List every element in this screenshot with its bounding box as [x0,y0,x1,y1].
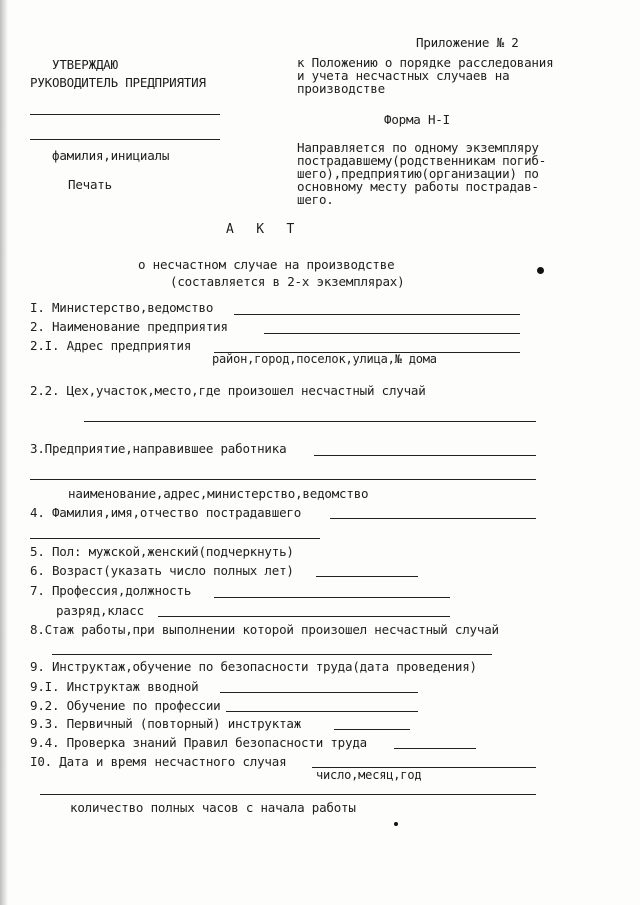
ink-speck [394,822,398,826]
field-profession-line [214,597,450,598]
regulation-line-2: и учета несчастных случаев на [297,68,510,83]
field-address-hint: район,город,поселок,улица,№ дома [212,352,437,366]
note-line-1: Направляется по одному экземпляру [297,140,539,155]
field-workplace: 2.2. Цех,участок,место,где произошел несчастный случай [30,383,426,398]
field-job-training-line [226,711,418,712]
appendix-label: Приложение № 2 [416,35,519,50]
field-hours-line [40,794,536,795]
field-training: 9. Инструктаж,обучение по безопасности труда(дата проведения) [30,659,477,674]
scan-shadow [0,0,8,905]
name-caption: фамилия,инициалы [52,148,170,163]
act-title: А К Т [226,222,295,237]
field-sending-enterprise-line-1 [314,455,536,456]
field-ministry: I. Министерство,ведомство [30,300,214,315]
field-knowledge-check: 9.4. Проверка знаний Правил безопасности труда [30,735,367,750]
field-full-name-line-2 [30,538,320,539]
regulation-line-3: производстве [297,81,385,96]
name-line [30,139,220,140]
act-subtitle: о несчастном случае на производстве [138,257,395,272]
field-sending-enterprise-line-2 [30,479,536,480]
field-address: 2.I. Адрес предприятия [30,338,192,353]
note-line-2: пострадавшему(родственникам погиб- [297,153,547,168]
regulation-line-1: к Положению о порядке расследования [297,55,554,70]
note-line-5: шего. [297,192,334,207]
note-line-4: основному месту работы пострадав- [297,179,539,194]
form-name: Форма Н-I [384,112,450,127]
ink-spot [537,267,544,274]
stamp-label: Печать [68,177,112,192]
field-full-name-line-1 [330,518,536,519]
field-enterprise-line [264,333,520,334]
note-line-3: шего),предприятию(организации) по [297,166,539,181]
field-experience: 8.Стаж работы,при выполнении которой произошел несчастный случай [30,622,499,637]
act-copies: (составляется в 2-х экземплярах) [170,274,405,289]
signature-line [30,114,220,115]
field-age-line [316,576,418,577]
field-primary-briefing-line [334,729,410,730]
field-profession: 7. Профессия,должность [30,583,192,598]
field-enterprise: 2. Наименование предприятия [30,319,228,334]
field-accident-date-hint: число,месяц,год [316,768,422,782]
field-age: 6. Возраст(указать число полных лет) [30,563,294,578]
field-grade: разряд,класс [56,603,144,618]
field-sending-enterprise: 3.Предприятие,направившее работника [30,441,287,456]
field-experience-line [52,654,492,655]
field-job-training: 9.2. Обучение по профессии [30,698,221,713]
field-primary-briefing: 9.3. Первичный (повторный) инструктаж [30,716,302,731]
field-intro-briefing: 9.I. Инструктаж вводной [30,679,199,694]
field-grade-line [158,616,450,617]
field-sending-enterprise-hint: наименование,адрес,министерство,ведомство [68,486,369,501]
field-intro-briefing-line [220,692,418,693]
field-knowledge-check-line [394,748,476,749]
field-ministry-line [234,314,520,315]
field-full-name: 4. Фамилия,имя,отчество пострадавшего [30,505,302,520]
field-accident-datetime: I0. Дата и время несчастного случая [30,754,287,769]
approval-title: УТВЕРЖДАЮ [52,57,118,72]
field-workplace-line [84,421,536,422]
field-hours-caption: количество полных часов с начала работы [70,800,356,815]
field-gender: 5. Пол: мужской,женский(подчеркнуть) [30,544,294,559]
approval-position: РУКОВОДИТЕЛЬ ПРЕДПРИЯТИЯ [30,75,206,90]
